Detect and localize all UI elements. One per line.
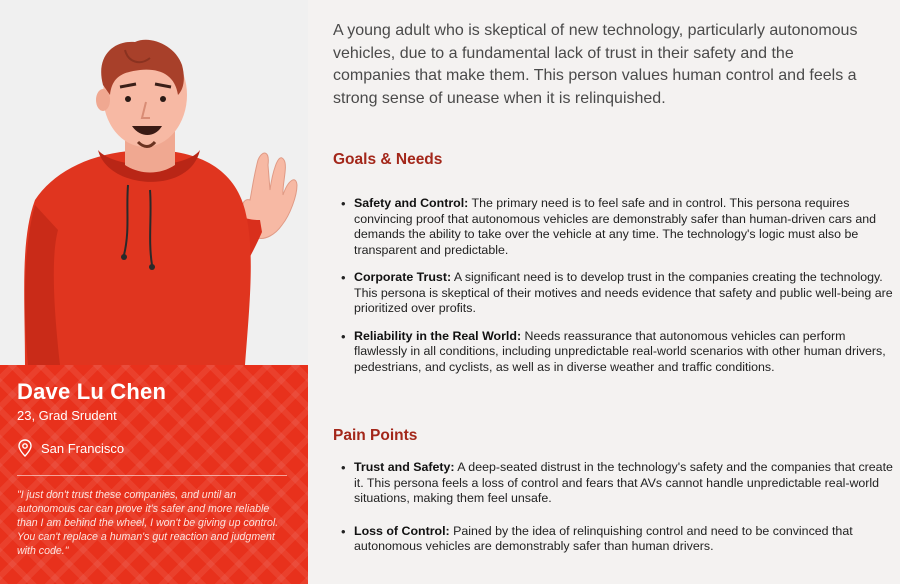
pain-points-heading: Pain Points bbox=[333, 427, 418, 444]
goals-list bbox=[333, 196, 893, 387]
item-title: Loss of Control: bbox=[354, 523, 450, 538]
item-text: A deep-seated distrust in the technology's safety and the companies that create it. This persona feels a loss of control and fears that AVs cannot handle unpredictable real-world situations, making them feel unsafe. bbox=[354, 460, 893, 505]
divider bbox=[17, 475, 287, 476]
persona-sidebar bbox=[0, 0, 308, 584]
item-title: Corporate Trust: bbox=[354, 270, 452, 284]
list-item bbox=[333, 329, 893, 376]
persona-details bbox=[333, 20, 893, 553]
map-pin-icon bbox=[17, 439, 33, 457]
persona-card bbox=[0, 365, 308, 584]
pain-points-list bbox=[333, 460, 893, 572]
item-text: Needs reassurance that autonomous vehicles can perform flawlessly in all conditions, including unpredictable real-world scenarios with other human drivers, pedestrians, and cyclists, as well as in diverse weather and traffic conditions. bbox=[354, 328, 886, 374]
item-text: A significant need is to develop trust in the companies creating the technology. This persona is skeptical of their motives and needs evidence that safety and public well-being are prioritized over profits. bbox=[354, 270, 893, 315]
item-text: Pained by the idea of relinquishing control and need to be convinced that autonomous vehicles are demonstrably safer than human drivers. bbox=[354, 523, 853, 553]
item-title: Safety and Control: bbox=[354, 196, 469, 210]
list-item bbox=[333, 270, 893, 317]
persona-location bbox=[17, 439, 291, 457]
location-label: San Francisco bbox=[41, 440, 125, 456]
list-item bbox=[333, 524, 893, 555]
persona-name: Dave Lu Chen bbox=[17, 379, 167, 404]
list-item bbox=[333, 196, 893, 258]
persona-illustration bbox=[0, 0, 308, 365]
item-title: Reliability in the Real World: bbox=[354, 328, 522, 343]
goals-heading: Goals & Needs bbox=[333, 151, 443, 168]
item-text: The primary need is to feel safe and in control. This persona requires convincing proof that autonomous vehicles are demonstrably safer than human-driven cars and demands the ability to take over the vehicle at any time. The technology's logic must also be transparent and predictable. bbox=[354, 196, 877, 257]
persona-subtitle: 23, Grad Srudent bbox=[17, 408, 117, 423]
persona-intro: A young adult who is skeptical of new technology, particularly autonomous vehicles, due to a fundamental lack of trust in their safety and the companies that make them. This person values human control and feels a strong sense of unease when it is relinquished. bbox=[333, 22, 858, 107]
persona-quote: "I just don't trust these companies, and until an autonomous car can prove it's safer and more reliable than I am behind the wheel, I won't be giving up control. You can't replace a human's gut reaction and judgment with code." bbox=[17, 489, 279, 557]
item-title: Trust and Safety: bbox=[354, 460, 455, 474]
list-item bbox=[333, 460, 893, 507]
